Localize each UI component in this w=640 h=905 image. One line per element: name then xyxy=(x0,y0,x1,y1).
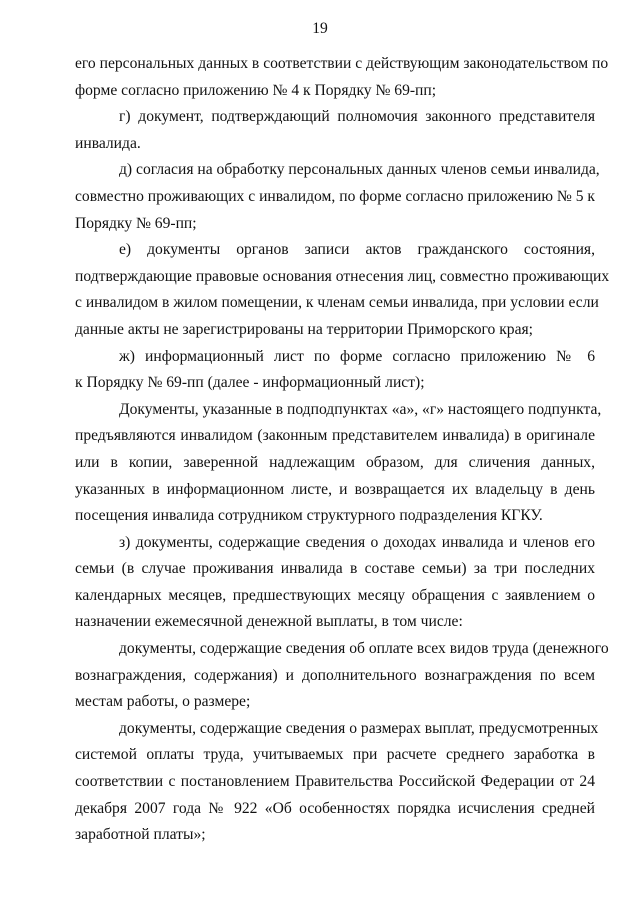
text-line: местам работы, о размере; xyxy=(75,693,251,711)
text-line: совместно проживающих с инвалидом, по форме согласно приложению № 5 к xyxy=(75,187,595,205)
paragraph-documents-note xyxy=(75,397,602,530)
text-line: системой оплаты труда, учитываемых при расчете среднего заработка в xyxy=(75,746,595,764)
text-line: е) документы органов записи актов гражданского состояния, xyxy=(119,241,595,259)
text-line: или в копии, заверенной надлежащим образом, для сличения данных, xyxy=(75,453,595,471)
text-line: с инвалидом в жилом помещении, к членам семьи инвалида, при условии если xyxy=(75,294,599,312)
text-line: посещения инвалида сотрудником структурного подразделения КГКУ. xyxy=(75,507,543,525)
text-line: назначении ежемесячной денежной выплаты, в том числе: xyxy=(75,613,463,631)
paragraph-consent-own xyxy=(75,51,609,104)
paragraph-payment-sizes xyxy=(75,716,599,849)
text-line: инвалида. xyxy=(75,134,141,152)
paragraph-item-z xyxy=(75,530,595,636)
paragraph-pay-documents xyxy=(75,636,609,716)
text-line: форме согласно приложению № 4 к Порядку № 69-пп; xyxy=(75,81,437,99)
text-line: ж) информационный лист по форме согласно приложению № 6 xyxy=(119,347,595,365)
text-line: вознаграждения, содержания) и дополнительного вознаграждения по всем xyxy=(75,666,595,684)
text-line: предъявляются инвалидом (законным представителем инвалида) в оригинале xyxy=(75,427,595,445)
paragraph-item-g xyxy=(75,104,595,157)
text-line: календарных месяцев, предшествующих месяцу обращения с заявлением о xyxy=(75,586,595,604)
text-line: подтверждающие правовые основания отнесения лиц, совместно проживающих xyxy=(75,267,610,285)
text-line: соответствии с постановлением Правительства Российской Федерации от 24 xyxy=(75,773,595,791)
text-line: Порядку № 69-пп; xyxy=(75,214,197,232)
text-line: з) документы, содержащие сведения о доходах инвалида и членов его xyxy=(119,533,595,551)
paragraph-item-e xyxy=(75,237,610,343)
text-line: заработной платы»; xyxy=(75,826,206,844)
text-line: документы, содержащие сведения об оплате всех видов труда (денежного xyxy=(119,640,609,658)
text-line: его персональных данных в соответствии с действующим законодательством по xyxy=(75,55,609,72)
document-body xyxy=(75,51,610,849)
text-line: к Порядку № 69-пп (далее - информационный лист); xyxy=(75,374,425,392)
paragraph-item-d xyxy=(75,157,600,237)
text-line: указанных в информационном листе, и возвращается их владельцу в день xyxy=(75,480,595,498)
text-line: данные акты не зарегистрированы на территории Приморского края; xyxy=(75,320,533,338)
paragraph-item-zh xyxy=(75,344,595,397)
text-line: документы, содержащие сведения о размерах выплат, предусмотренных xyxy=(119,719,599,737)
text-line: Документы, указанные в подподпунктах «а», «г» настоящего подпункта, xyxy=(119,400,602,418)
text-line: семьи (в случае проживания инвалида в составе семьи) за три последних xyxy=(75,560,595,578)
text-line: д) согласия на обработку персональных данных членов семьи инвалида, xyxy=(119,161,600,179)
text-line: г) документ, подтверждающий полномочия законного представителя xyxy=(119,108,595,126)
text-line: декабря 2007 года № 922 «Об особенностях порядка исчисления средней xyxy=(75,799,595,817)
page-number: 19 xyxy=(312,20,328,37)
